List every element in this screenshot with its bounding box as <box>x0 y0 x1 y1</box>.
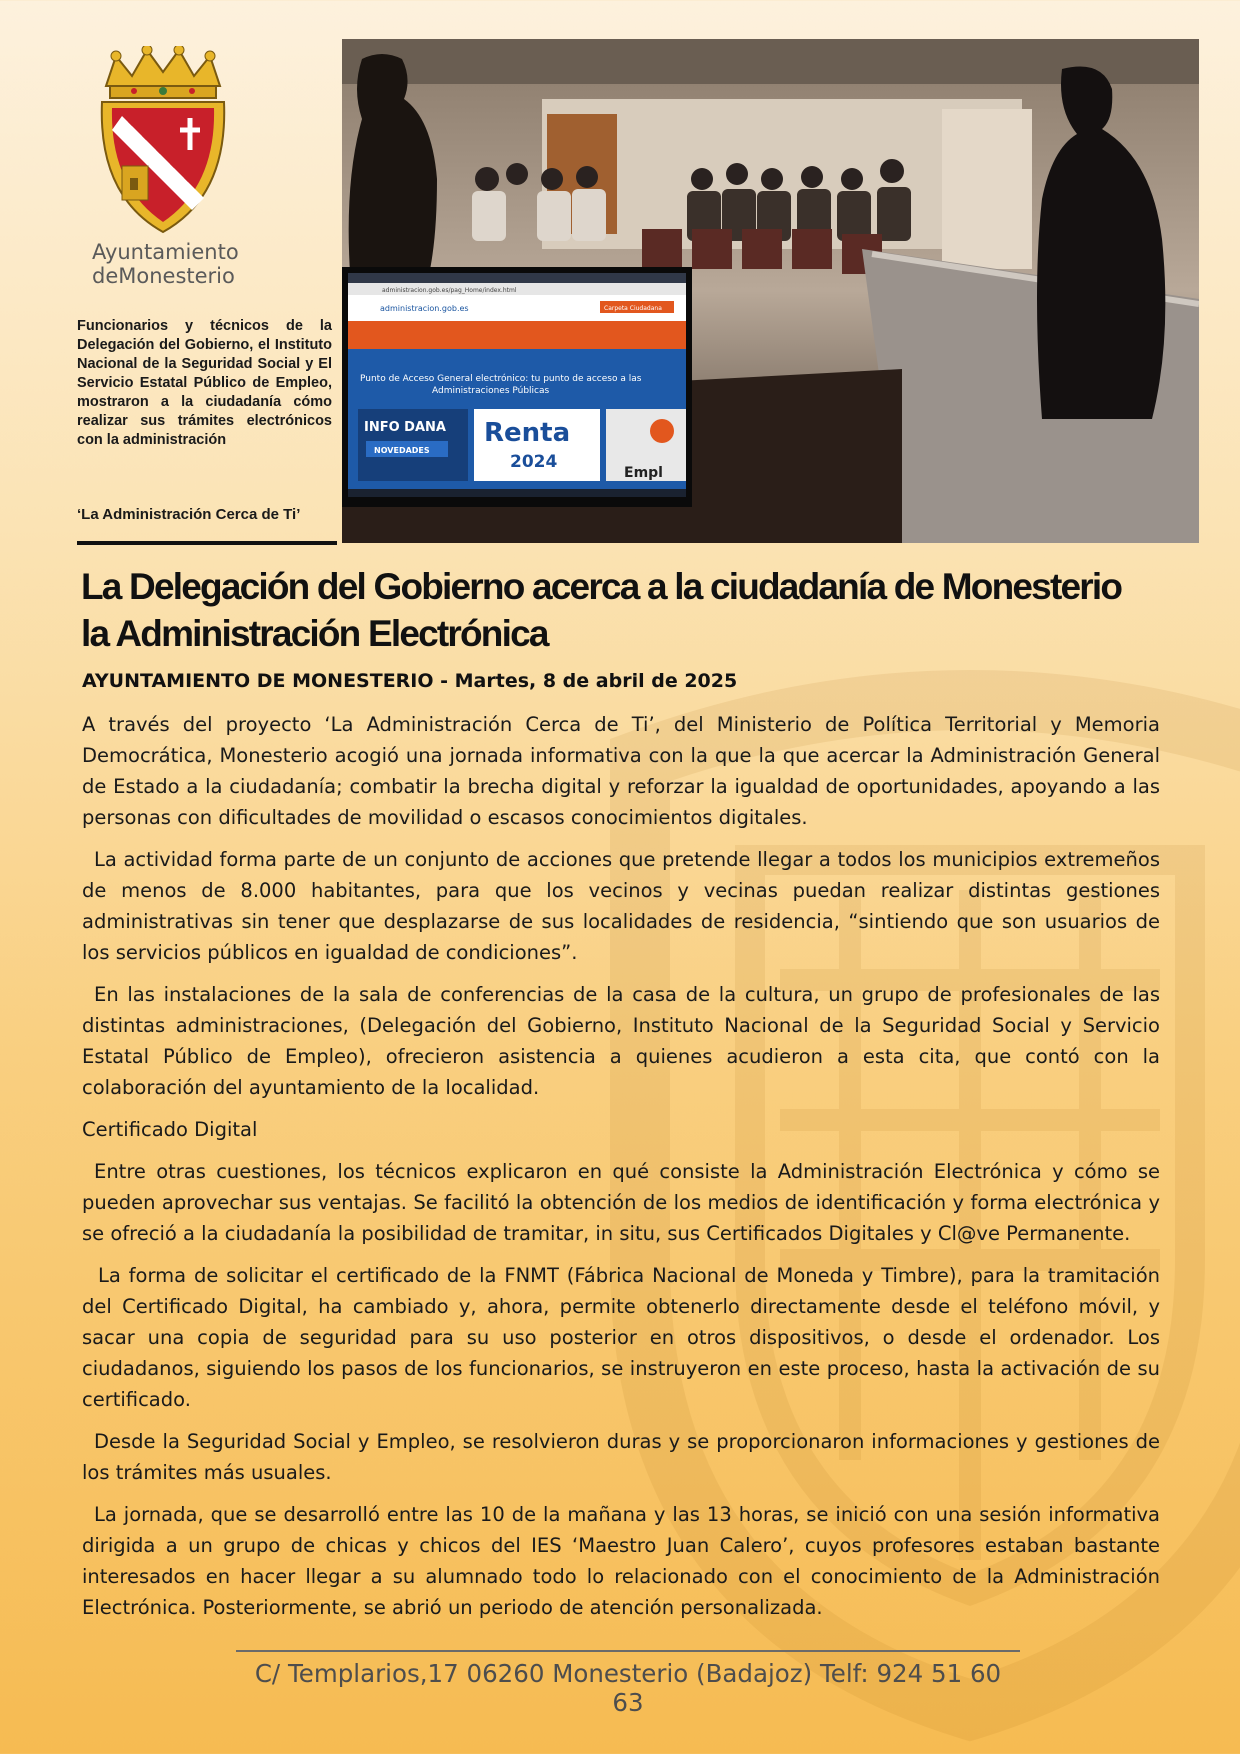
screen-brand: administracion.gob.es <box>380 304 469 313</box>
paragraph-facilities: En las instalaciones de la sala de conferencias de la casa de la cultura, un grupo de profesionales de las distintas administraciones, (Delegación del Gobierno, Instituto Nacional de la Seguridad Social y Servicio Estatal Público de Empleo), ofrecieron asistencia a quienes acudieron a esta cita, que contó con la colaboración del ayuntamiento de la localidad. <box>82 983 1160 1099</box>
logo-line-monesterio: deMonesterio <box>92 264 235 288</box>
article-body <box>82 709 1160 1634</box>
headline-line-2: la Administración Electrónica <box>81 613 548 654</box>
footer-address: C/ Templarios,17 06260 Monesterio (Badajoz) Telf: 924 51 60 63 <box>254 1659 1002 1717</box>
coat-of-arms-icon <box>92 46 234 236</box>
article-dateline: AYUNTAMIENTO DE MONESTERIO - Martes, 8 de abril de 2025 <box>82 670 738 692</box>
screen-headline: Punto de Acceso General electrónico: tu punto de acceso a las Administraciones Públicas <box>360 374 642 396</box>
caption-divider <box>77 541 337 545</box>
paragraph-intro: A través del proyecto ‘La Administración Cerca de Ti’, del Ministerio de Política Territorial y Memoria Democrática, Monesterio acogió una jornada informativa con la que la que acercar la Administración General de Estado a la ciudadanía; combatir la brecha digital y reforzar la igualdad de oportunidades, apoyando a las personas con dificultades de movilidad o escasos conocimientos digitales. <box>82 713 1160 829</box>
article-headline <box>81 563 1181 657</box>
paragraph-activity: La actividad forma parte de un conjunto de acciones que pretende llegar a todos los municipios extremeños de menos de 8.000 habitantes, para que los vecinos y vecinas puedan realizar distintas gestiones administrativas sin tener que desplazarse de sus localidades de residencia, “sintiendo que son usuarios de los servicios públicos en igualdad de condiciones”. <box>82 848 1160 964</box>
subheading-certificado: Certificado Digital <box>82 1118 258 1141</box>
municipal-logo <box>92 46 239 288</box>
headline-line-1: La Delegación del Gobierno acerca a la ciudadanía de Monesterio <box>81 566 1122 607</box>
paragraph-jornada: La jornada, que se desarrolló entre las 10 de la mañana y las 13 horas, se inició con una sesión informativa dirigida a un grupo de chicas y chicos del IES ‘Maestro Juan Calero’, cuyos profesores estaban bastante interesados en hacer llegar a su alumnado todo lo relacionado con el conocimiento de la Administración Electrónica. Posteriormente, se abrió un periodo de atención personalizada. <box>82 1503 1160 1619</box>
screen-banner-year: 2024 <box>510 452 558 472</box>
screen-url: administracion.gob.es/pag_Home/index.html <box>382 287 517 294</box>
screen-banner-renta: Renta <box>484 418 571 448</box>
paragraph-fnmt: La forma de solicitar el certificado de la FNMT (Fábrica Nacional de Moneda y Timbre), para la tramitación del Certificado Digital, ha cambiado y, ahora, permite obtenerlo directamente desde el teléfono móvil, y sacar una copia de seguridad para su uso posterior en otros dispositivos, o desde el ordenador. Los ciudadanos, siguiendo los pasos de los funcionarios, se instruyeron en este proceso, hasta la activación de su certificado. <box>82 1264 1160 1411</box>
logo-line-ayuntamiento: Ayuntamiento <box>92 240 239 264</box>
screen-banner-empleo: Empl <box>624 465 663 481</box>
paragraph-technicians: Entre otras cuestiones, los técnicos explicaron en qué consiste la Administración Electrónica y cómo se pueden aprovechar sus ventajas. Se facilitó la obtención de los medios de identificación y forma electrónica y se ofreció a la ciudadanía la posibilidad de tramitar, in situ, sus Certificados Digitales y Cl@ve Permanente. <box>82 1160 1160 1245</box>
screen-banner-infodana: INFO DANA <box>364 420 446 435</box>
conference-room-photo <box>342 39 1199 543</box>
paragraph-social-security: Desde la Seguridad Social y Empleo, se resolvieron duras y se proporcionaron informaciones y gestiones de los trámites más usuales. <box>82 1430 1160 1484</box>
photo-caption: Funcionarios y técnicos de la Delegación del Gobierno, el Instituto Nacional de la Seguridad Social y El Servicio Estatal Público de Empleo, mostraron a la ciudadanía cómo realizar sus trámites electrónicos con la administración <box>77 318 332 448</box>
caption-tagline: ‘La Administración Cerca de Ti’ <box>77 506 301 523</box>
footer-divider <box>236 1650 1020 1652</box>
screen-banner-novedades: NOVEDADES <box>374 446 430 455</box>
event-photo <box>342 39 1199 543</box>
screen-cta: Carpeta Ciudadana <box>604 305 662 312</box>
